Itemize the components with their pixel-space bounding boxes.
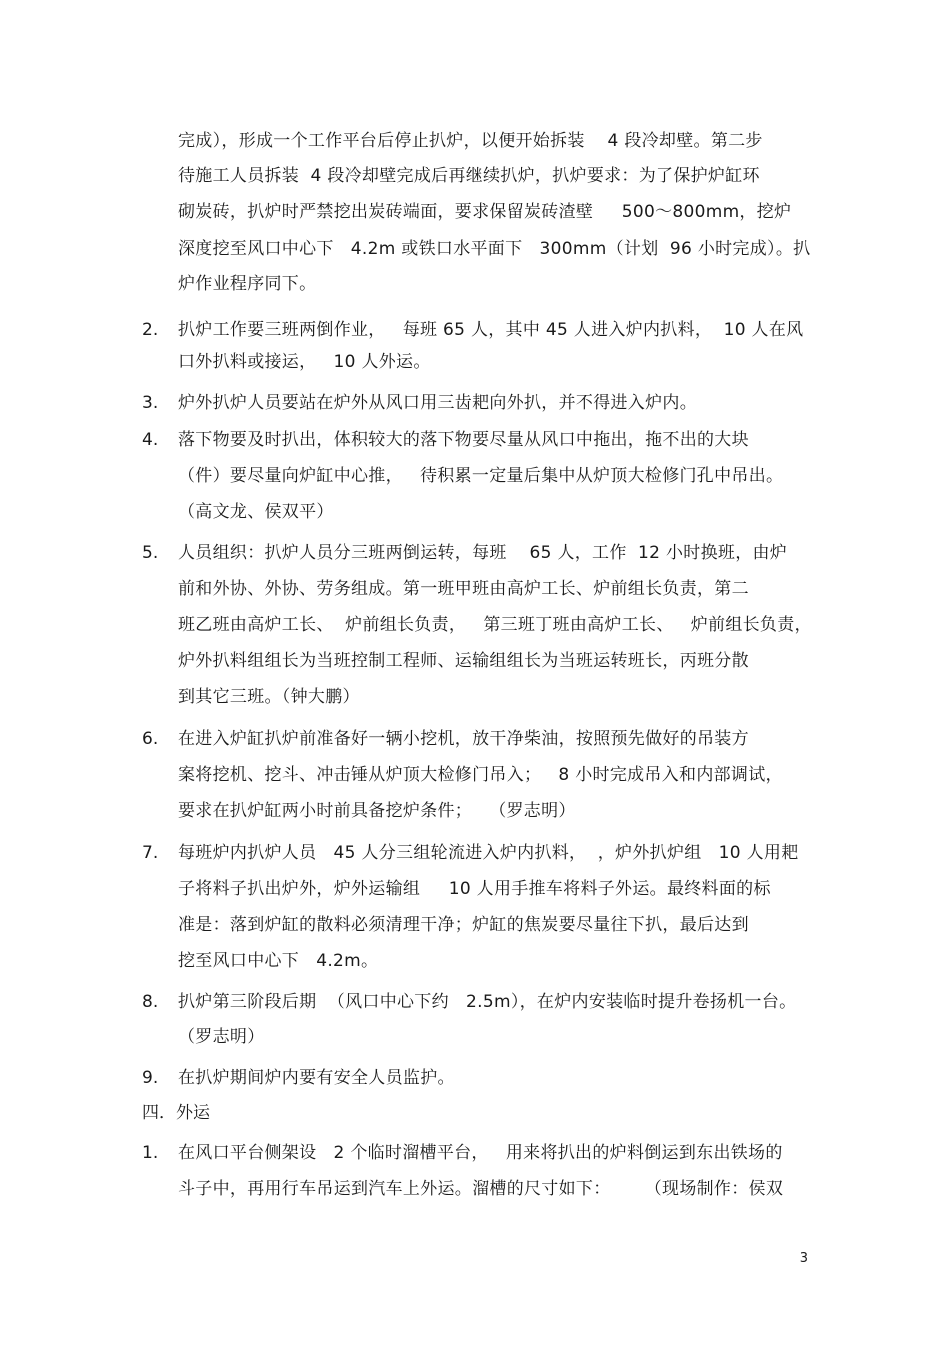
list-item-number: 6. [142,729,159,749]
text-line: 准是：落到炉缸的散料必须清理干净；炉缸的焦炭要尽量往下扒，最后达到 [178,915,749,935]
text-line: 挖至风口中心下 4.2m。 [178,951,379,971]
text-line: 人员组织：扒炉人员分三班两倒运转，每班 65 人，工作 12 小时换班，由炉 [178,543,788,563]
text-line: （高文龙、侯双平） [178,502,334,522]
text-line: 完成），形成一个工作平台后停止扒炉，以便开始拆装 4 段冷却壁。第二步 [178,131,763,151]
text-line: 要求在扒炉缸两小时前具备挖炉条件； （罗志明） [178,801,576,821]
text-line: 案将挖机、挖斗、冲击锤从炉顶大检修门吊入； 8 小时完成吊入和内部调试， [178,765,783,785]
list-item-number: 1. [142,1143,159,1163]
text-line: 落下物要及时扒出，体积较大的落下物要尽量从风口中拖出，拖不出的大块 [178,430,749,450]
list-item-number: 2. [142,320,159,340]
text-line: 每班炉内扒炉人员 45 人分三组轮流进入炉内扒料， ，炉外扒炉组 10 人用耙 [178,843,799,863]
text-line: 在扒炉期间炉内要有安全人员监护。 [178,1068,455,1088]
page-number: 3 [799,1251,808,1266]
list-item-number: 8. [142,992,159,1012]
text-line: 前和外协、外协、劳务组成。第一班甲班由高炉工长、炉前组长负责，第二 [178,579,749,599]
text-line: 砌炭砖，扒炉时严禁挖出炭砖端面，要求保留炭砖渣壁 500～800mm，挖炉 [178,202,792,222]
text-line: （件）要尽量向炉缸中心推， 待积累一定量后集中从炉顶大检修门孔中吊出。 [178,466,784,486]
text-line: 口外扒料或接运， 10 人外运。 [178,352,431,372]
text-line: 扒炉工作要三班两倒作业， 每班 65 人，其中 45 人进入炉内扒料， 10 人在风 [178,320,804,340]
text-line: 炉作业程序同下。 [178,274,317,294]
text-line: 在进入炉缸扒炉前准备好一辆小挖机，放干净柴油，按照预先做好的吊装方 [178,729,749,749]
text-line: 斗子中，再用行车吊运到汽车上外运。溜槽的尺寸如下： （现场制作：侯双 [178,1179,784,1199]
list-item-number: 4. [142,430,159,450]
text-line: 待施工人员拆装 4 段冷却壁完成后再继续扒炉，扒炉要求：为了保护炉缸环 [178,166,760,186]
list-item-number: 5. [142,543,159,563]
text-line: 扒炉第三阶段后期 （风口中心下约 2.5m），在炉内安装临时提升卷扬机一台。 [178,992,797,1012]
section-heading: 四．外运 [142,1103,210,1123]
text-line: 到其它三班。（钟大鹏） [178,687,360,707]
text-line: 班乙班由高炉工长、 炉前组长负责， 第三班丁班由高炉工长、 炉前组长负责， [178,615,812,635]
text-line: 子将料子扒出炉外，炉外运输组 10 人用手推车将料子外运。最终料面的标 [178,879,771,899]
text-line: 炉外扒炉人员要站在炉外从风口用三齿耙向外扒，并不得进入炉内。 [178,393,697,413]
list-item-number: 3. [142,393,159,413]
text-line: 深度挖至风口中心下 4.2m 或铁口水平面下 300mm（计划 96 小时完成）。扒 [178,239,811,259]
list-item-number: 7. [142,843,159,863]
text-line: （罗志明） [178,1027,265,1047]
text-line: 炉外扒料组组长为当班控制工程师、运输组组长为当班运转班长，丙班分散 [178,651,749,671]
list-item-number: 9. [142,1068,159,1088]
text-line: 在风口平台侧架设 2 个临时溜槽平台， 用来将扒出的炉料倒运到东出铁场的 [178,1143,783,1163]
